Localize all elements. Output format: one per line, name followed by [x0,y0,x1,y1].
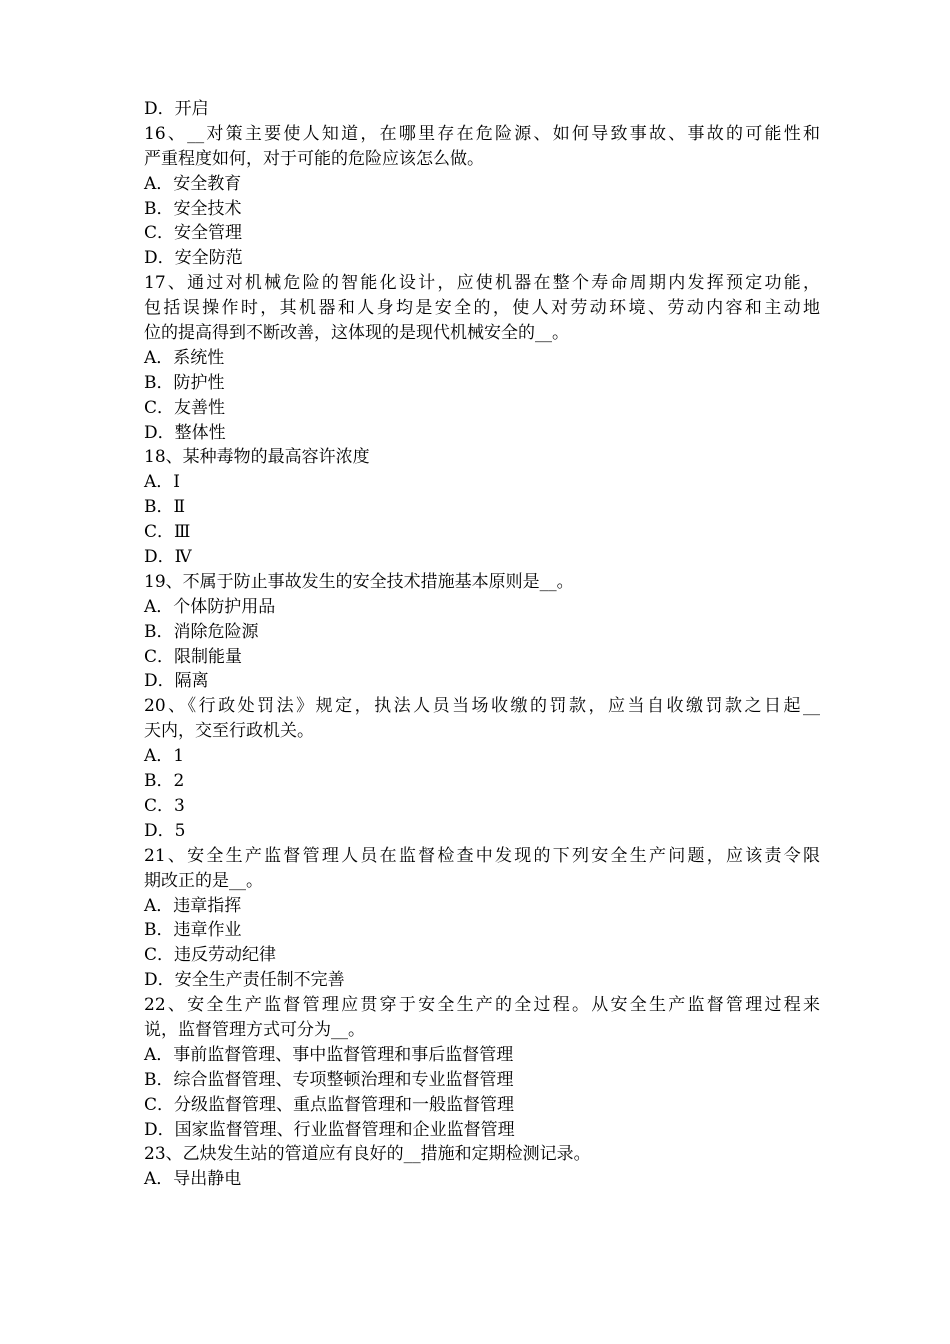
text-line: B．防护性 [144,372,225,393]
text-line: B．综合监督管理、专项整顿治理和专业监督管理 [144,1069,514,1090]
text-line: B．安全技术 [144,198,242,219]
text-line: C．3 [144,795,185,816]
text-line: D．整体性 [144,422,226,443]
text-line: 23、乙炔发生站的管道应有良好的__措施和定期检测记录。 [144,1144,591,1165]
text-line: A．导出静电 [144,1169,242,1190]
text-line: 22、安全生产监督管理应贯穿于安全生产的全过程。从安全生产监督管理过程来 [144,995,820,1016]
text-line: C．限制能量 [144,646,243,667]
text-line: D．隔离 [144,671,209,692]
text-line: B．消除危险源 [144,621,259,642]
text-line: 20、《行政处罚法》规定，执法人员当场收缴的罚款，应当自收缴罚款之日起__ [144,696,820,717]
text-line: D．国家监督管理、行业监督管理和企业监督管理 [144,1119,515,1140]
text-line: D．开启 [144,99,209,119]
text-line: A．Ⅰ [144,472,180,493]
text-line: B．Ⅱ [144,497,186,518]
text-line: C．分级监督管理、重点监督管理和一般监督管理 [144,1094,515,1115]
text-line: C．安全管理 [144,223,243,244]
text-line: A．系统性 [144,347,225,368]
document-body [144,97,820,1192]
text-line: D．Ⅳ [144,547,192,568]
text-line: D．安全防范 [144,248,243,269]
text-line: A．安全教育 [144,173,242,194]
text-line: 21、安全生产监督管理人员在监督检查中发现的下列安全生产问题，应该责令限 [144,845,820,866]
text-line: 包括误操作时，其机器和人身均是安全的，使人对劳动环境、劳动内容和主动地 [144,298,820,319]
text-line: 天内，交至行政机关。 [144,721,314,742]
text-line: 17、通过对机械危险的智能化设计，应使机器在整个寿命周期内发挥预定功能， [144,273,820,294]
text-line: 严重程度如何，对于可能的危险应该怎么做。 [144,148,484,169]
text-line: 位的提高得到不断改善，这体现的是现代机械安全的__。 [144,323,569,344]
text-line: A．个体防护用品 [144,596,276,617]
text-line: 19、不属于防止事故发生的安全技术措施基本原则是__。 [144,571,574,592]
text-line: C．违反劳动纪律 [144,945,277,966]
text-line: C．Ⅲ [144,522,191,543]
text-line: B．违章作业 [144,920,242,941]
text-line: A．1 [144,746,185,767]
text-line: 期改正的是__。 [144,870,263,891]
text-line: D．5 [144,820,186,841]
text-line: D．安全生产责任制不完善 [144,970,345,991]
text-line: A．违章指挥 [144,895,242,916]
text-line: 说，监督管理方式可分为__。 [144,1019,365,1040]
text-line: 18、某种毒物的最高容许浓度 [144,447,370,468]
text-line: C．友善性 [144,397,226,418]
text-line: B．2 [144,771,185,792]
text-line: A．事前监督管理、事中监督管理和事后监督管理 [144,1044,514,1065]
text-line: 16、__对策主要使人知道，在哪里存在危险源、如何导致事故、事故的可能性和 [144,123,820,144]
